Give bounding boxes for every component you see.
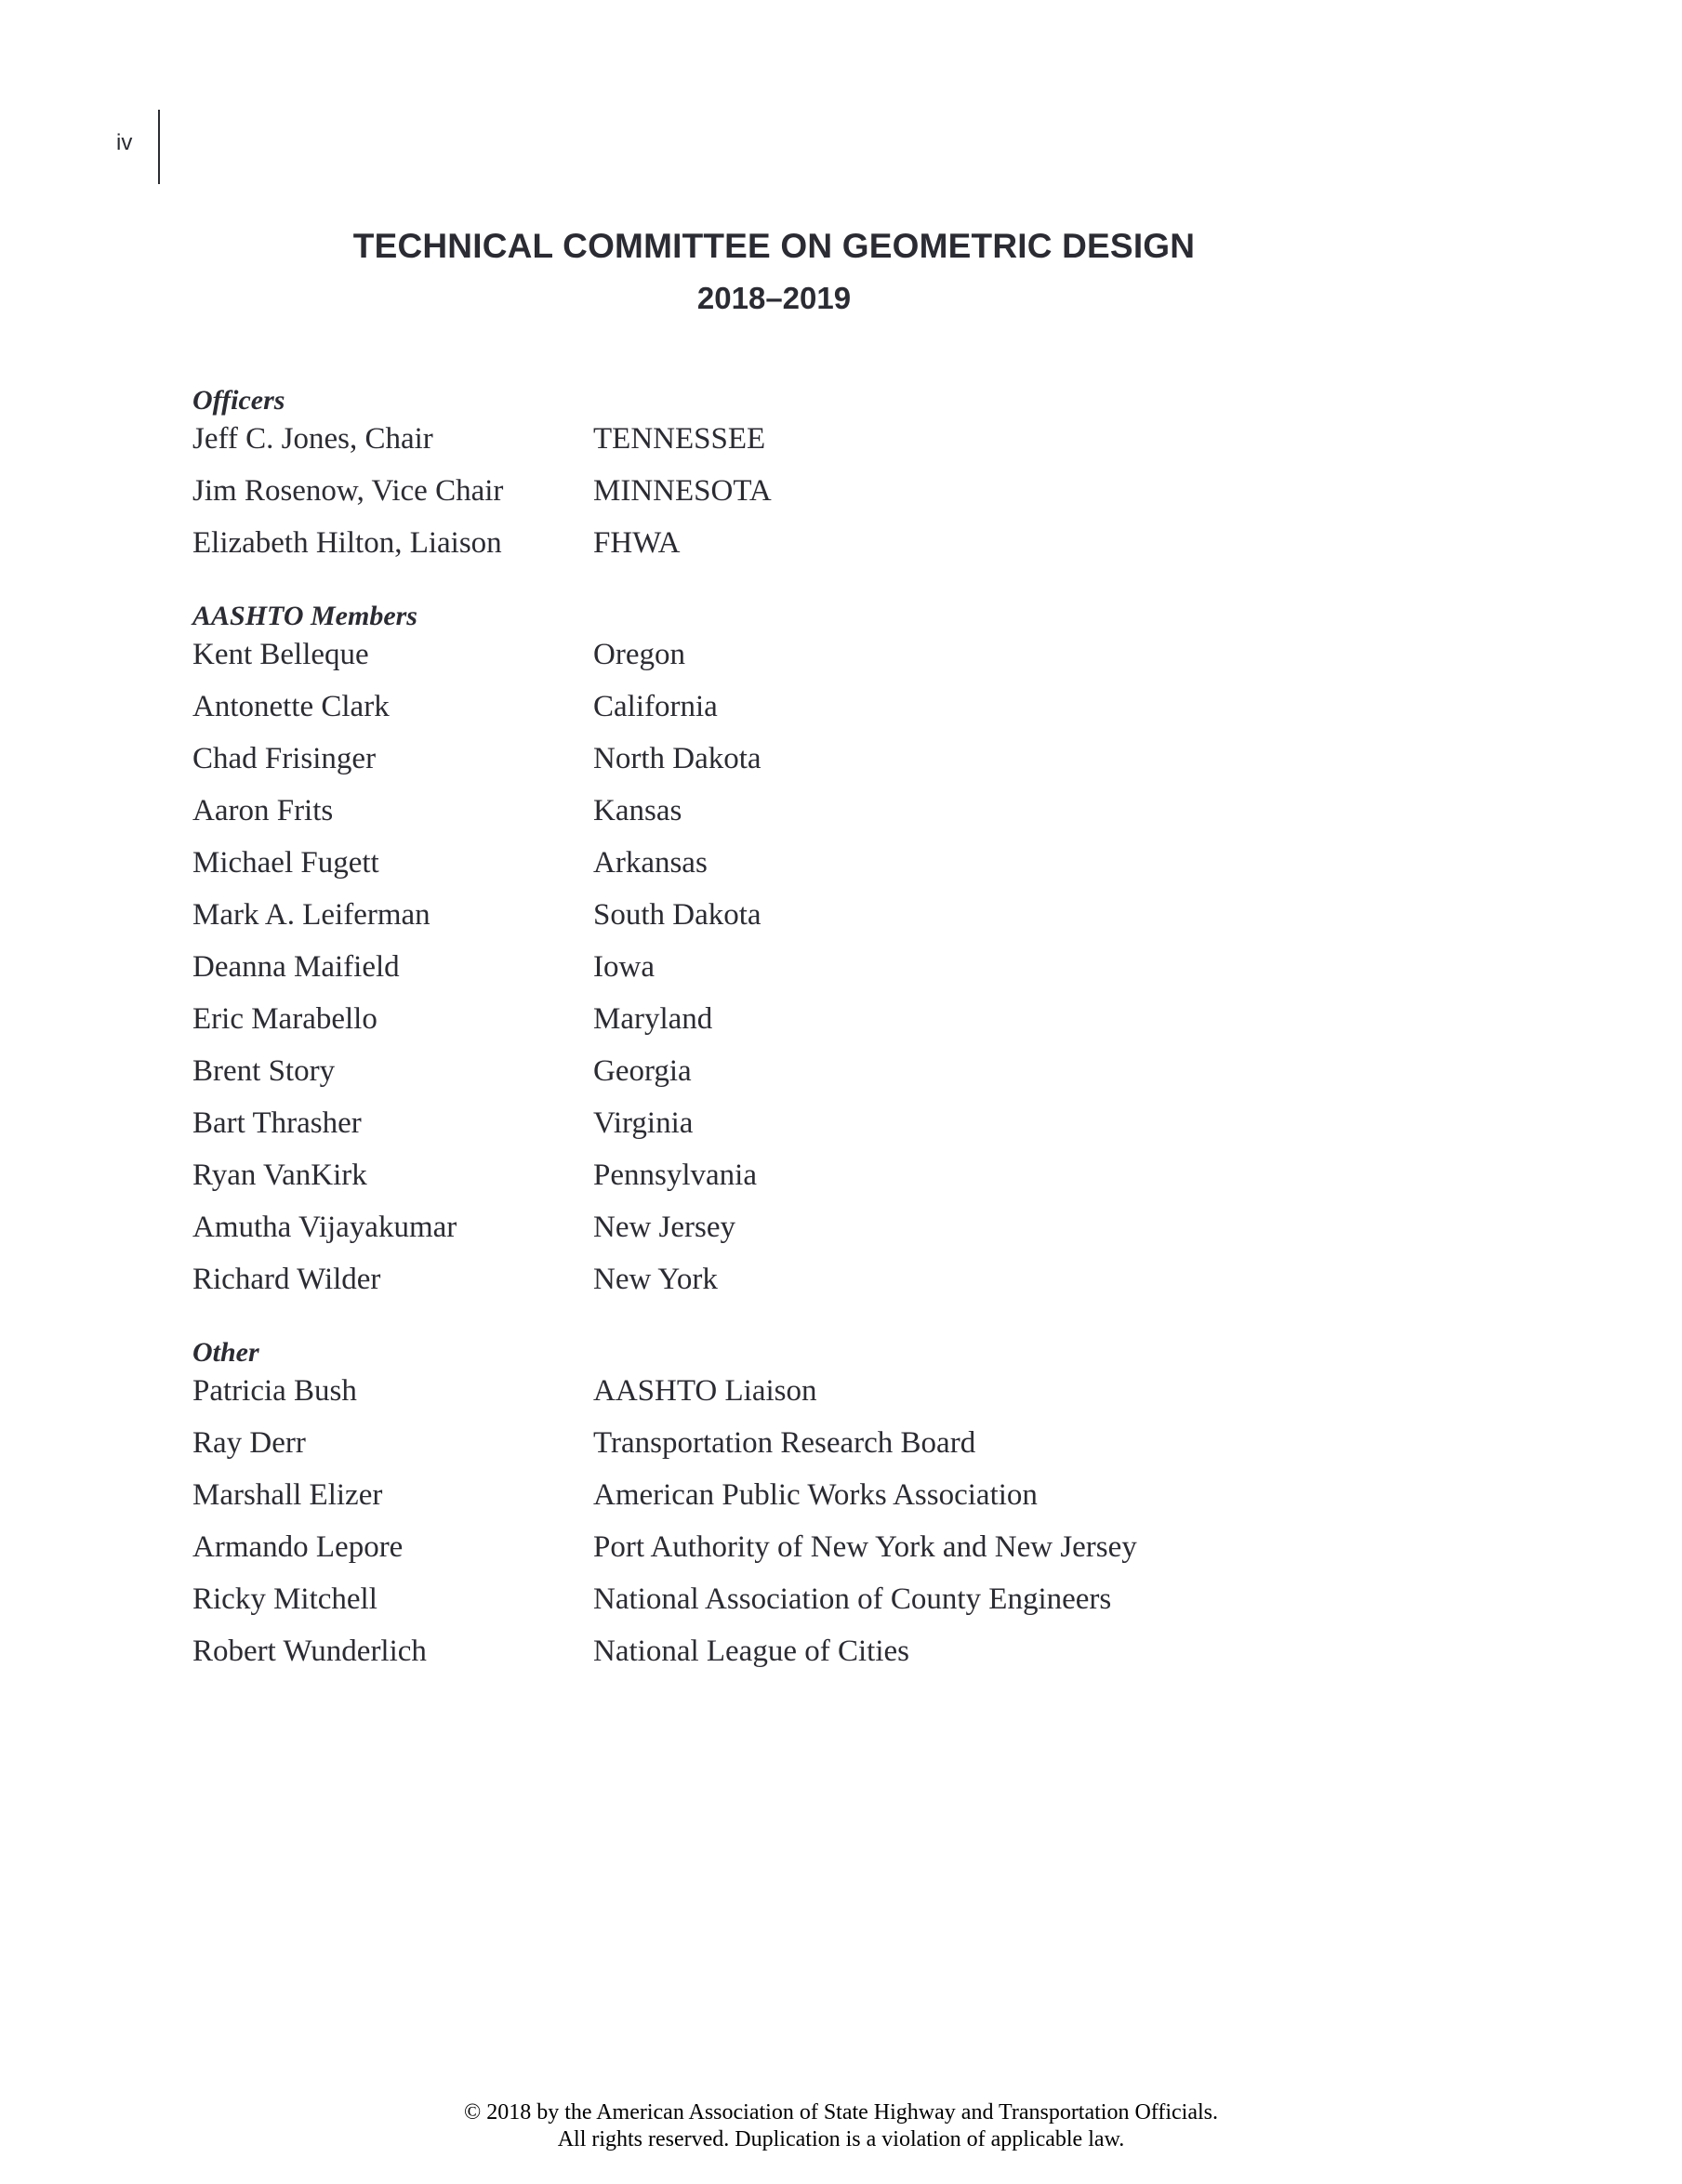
page-title: TECHNICAL COMMITTEE ON GEOMETRIC DESIGN xyxy=(352,227,1196,265)
roster-row xyxy=(192,1103,1401,1155)
member-affiliation: South Dakota xyxy=(593,898,762,932)
member-name: Marshall Elizer xyxy=(192,1478,383,1512)
member-affiliation: Arkansas xyxy=(593,846,708,880)
member-affiliation: California xyxy=(593,690,718,723)
member-name: Armando Lepore xyxy=(192,1530,404,1564)
member-name: Ryan VanKirk xyxy=(192,1158,367,1192)
roster-row xyxy=(192,894,1401,946)
member-affiliation: Kansas xyxy=(593,794,682,827)
member-name: Ricky Mitchell xyxy=(192,1582,377,1616)
member-affiliation: Maryland xyxy=(593,1002,713,1036)
member-affiliation: TENNESSEE xyxy=(593,422,766,456)
member-name: Robert Wunderlich xyxy=(192,1635,427,1668)
member-affiliation: FHWA xyxy=(593,526,681,560)
section-officers xyxy=(192,383,1401,563)
member-affiliation: New York xyxy=(593,1263,718,1296)
roster-row xyxy=(192,1207,1401,1259)
rights-notice: All rights reserved. Duplication is a violation of applicable law. xyxy=(557,2127,1125,2151)
roster-row xyxy=(192,1259,1401,1300)
member-name: Deanna Maifield xyxy=(192,950,400,984)
member-name: Michael Fugett xyxy=(192,846,379,880)
member-name: Ray Derr xyxy=(192,1426,306,1460)
roster-row xyxy=(192,418,1401,470)
member-affiliation: Port Authority of New York and New Jersey xyxy=(593,1530,1137,1564)
member-name: Antonette Clark xyxy=(192,690,390,723)
roster-row xyxy=(192,999,1401,1051)
member-name: Amutha Vijayakumar xyxy=(192,1211,457,1244)
roster-row xyxy=(192,1370,1401,1423)
roster-row xyxy=(192,1051,1401,1103)
member-name: Aaron Frits xyxy=(192,794,334,827)
roster-row xyxy=(192,1423,1401,1475)
member-affiliation: AASHTO Liaison xyxy=(593,1374,817,1408)
roster-row xyxy=(192,1579,1401,1631)
roster-row xyxy=(192,790,1401,842)
page-number-divider xyxy=(158,110,160,184)
page-subtitle-years: 2018–2019 xyxy=(696,281,852,315)
member-name: Jeff C. Jones, Chair xyxy=(192,422,433,456)
member-name: Mark A. Leiferman xyxy=(192,898,430,932)
member-affiliation: Virginia xyxy=(593,1106,694,1140)
member-name: Bart Thrasher xyxy=(192,1106,362,1140)
section-other xyxy=(192,1335,1401,1672)
roster-row xyxy=(192,946,1401,999)
roster-row xyxy=(192,470,1401,523)
copyright-notice: © 2018 by the American Association of State Highway and Transportation Officials. xyxy=(463,2100,1218,2124)
member-affiliation: New Jersey xyxy=(593,1211,736,1244)
committee-roster xyxy=(192,383,1401,1707)
member-affiliation: MINNESOTA xyxy=(593,474,772,508)
member-affiliation: Iowa xyxy=(593,950,655,984)
member-name: Patricia Bush xyxy=(192,1374,357,1408)
member-affiliation: National Association of County Engineers xyxy=(593,1582,1112,1616)
member-affiliation: Georgia xyxy=(593,1054,692,1088)
roster-row xyxy=(192,634,1401,686)
page-number: iv xyxy=(116,130,133,155)
member-name: Jim Rosenow, Vice Chair xyxy=(192,474,504,508)
roster-row xyxy=(192,738,1401,790)
member-name: Elizabeth Hilton, Liaison xyxy=(192,526,502,560)
roster-row xyxy=(192,1475,1401,1527)
member-affiliation: Pennsylvania xyxy=(593,1158,757,1192)
roster-row xyxy=(192,842,1401,894)
roster-row xyxy=(192,523,1401,563)
member-affiliation: American Public Works Association xyxy=(593,1478,1038,1512)
member-name: Kent Belleque xyxy=(192,638,369,671)
member-name: Chad Frisinger xyxy=(192,742,377,775)
section-heading: Other xyxy=(192,1337,259,1368)
member-affiliation: Oregon xyxy=(593,638,685,671)
section-heading: AASHTO Members xyxy=(192,601,417,631)
section-heading: Officers xyxy=(192,385,285,416)
member-affiliation: National League of Cities xyxy=(593,1635,909,1668)
roster-row xyxy=(192,1155,1401,1207)
member-name: Eric Marabello xyxy=(192,1002,377,1036)
member-name: Richard Wilder xyxy=(192,1263,381,1296)
roster-row xyxy=(192,1527,1401,1579)
member-name: Brent Story xyxy=(192,1054,336,1088)
member-affiliation: North Dakota xyxy=(593,742,762,775)
section-aashto-members xyxy=(192,599,1401,1300)
member-affiliation: Transportation Research Board xyxy=(593,1426,976,1460)
roster-row xyxy=(192,1631,1401,1672)
roster-row xyxy=(192,686,1401,738)
